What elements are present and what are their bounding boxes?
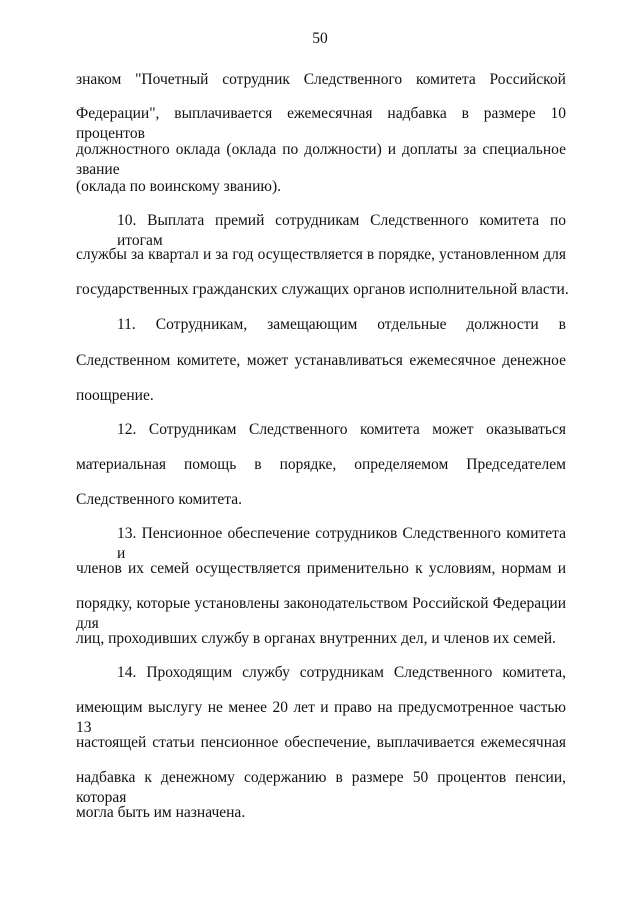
word: Сотрудникам	[148, 421, 237, 438]
word: материальная	[76, 456, 167, 473]
word: в	[254, 456, 262, 473]
word: Следственного	[303, 71, 403, 88]
text-line: Следственного комитета.	[76, 491, 243, 508]
text-line: (оклада по воинскому званию).	[76, 178, 282, 195]
word: порядке,	[279, 456, 337, 473]
word: 12.	[117, 421, 137, 438]
text-line: 14. Проходящим службу сотрудникам Следственного комитета,	[117, 664, 566, 681]
word: Российской	[489, 71, 566, 88]
word: сотрудник	[222, 71, 290, 88]
word: Председателем	[466, 456, 566, 473]
text-line: членов их семей осуществляется применительно к условиям, нормам и	[76, 560, 566, 577]
text-line: настоящей статьи пенсионное обеспечение, выплачивается ежемесячная	[76, 734, 566, 751]
word: комитета	[415, 71, 476, 88]
text-line	[117, 420, 566, 440]
text-line: лиц, проходивших службу в органах внутренних дел, и членов их семей.	[76, 630, 556, 647]
text-line: государственных гражданских служащих органов исполнительной власти.	[76, 281, 569, 298]
word: определяемом	[354, 456, 449, 473]
text-line: порядку, которые установлены законодательством Российской Федерации для	[76, 595, 566, 632]
text-line: надбавка к денежному содержанию в размере 50 процентов пенсии, которая	[76, 769, 566, 806]
word: должности	[466, 316, 539, 333]
word: в	[558, 316, 566, 333]
text-line	[76, 70, 566, 90]
text-line: 10. Выплата премий сотрудникам Следственного комитета по итогам	[117, 212, 566, 249]
word: помощь	[183, 456, 237, 473]
word: Следственного	[248, 421, 348, 438]
word: Сотрудникам,	[155, 316, 248, 333]
word: оказываться	[486, 421, 566, 438]
text-line	[76, 455, 566, 475]
text-line: службы за квартал и за год осуществляется в порядке, установленном для	[76, 246, 566, 263]
word: 11.	[117, 316, 136, 333]
text-line	[117, 315, 566, 335]
word: "Почетный	[135, 71, 209, 88]
page-number: 50	[312, 30, 328, 47]
word: замещающим	[267, 316, 358, 333]
text-line: Следственном комитете, может устанавливаться ежемесячное денежное	[76, 352, 566, 369]
text-line: имеющим выслугу не менее 20 лет и право на предусмотренное частью 13	[76, 699, 566, 736]
text-line: 13. Пенсионное обеспечение сотрудников Следственного комитета и	[117, 525, 566, 562]
word: может	[432, 421, 474, 438]
word: знаком	[76, 71, 122, 88]
text-line: Федерации", выплачивается ежемесячная надбавка в размере 10 процентов	[76, 105, 566, 142]
text-line: поощрение.	[76, 387, 154, 404]
text-line: должностного оклада (оклада по должности) и доплаты за специальное звание	[76, 141, 566, 178]
text-line: могла быть им назначена.	[76, 804, 246, 821]
word: отдельные	[377, 316, 447, 333]
word: комитета	[359, 421, 420, 438]
